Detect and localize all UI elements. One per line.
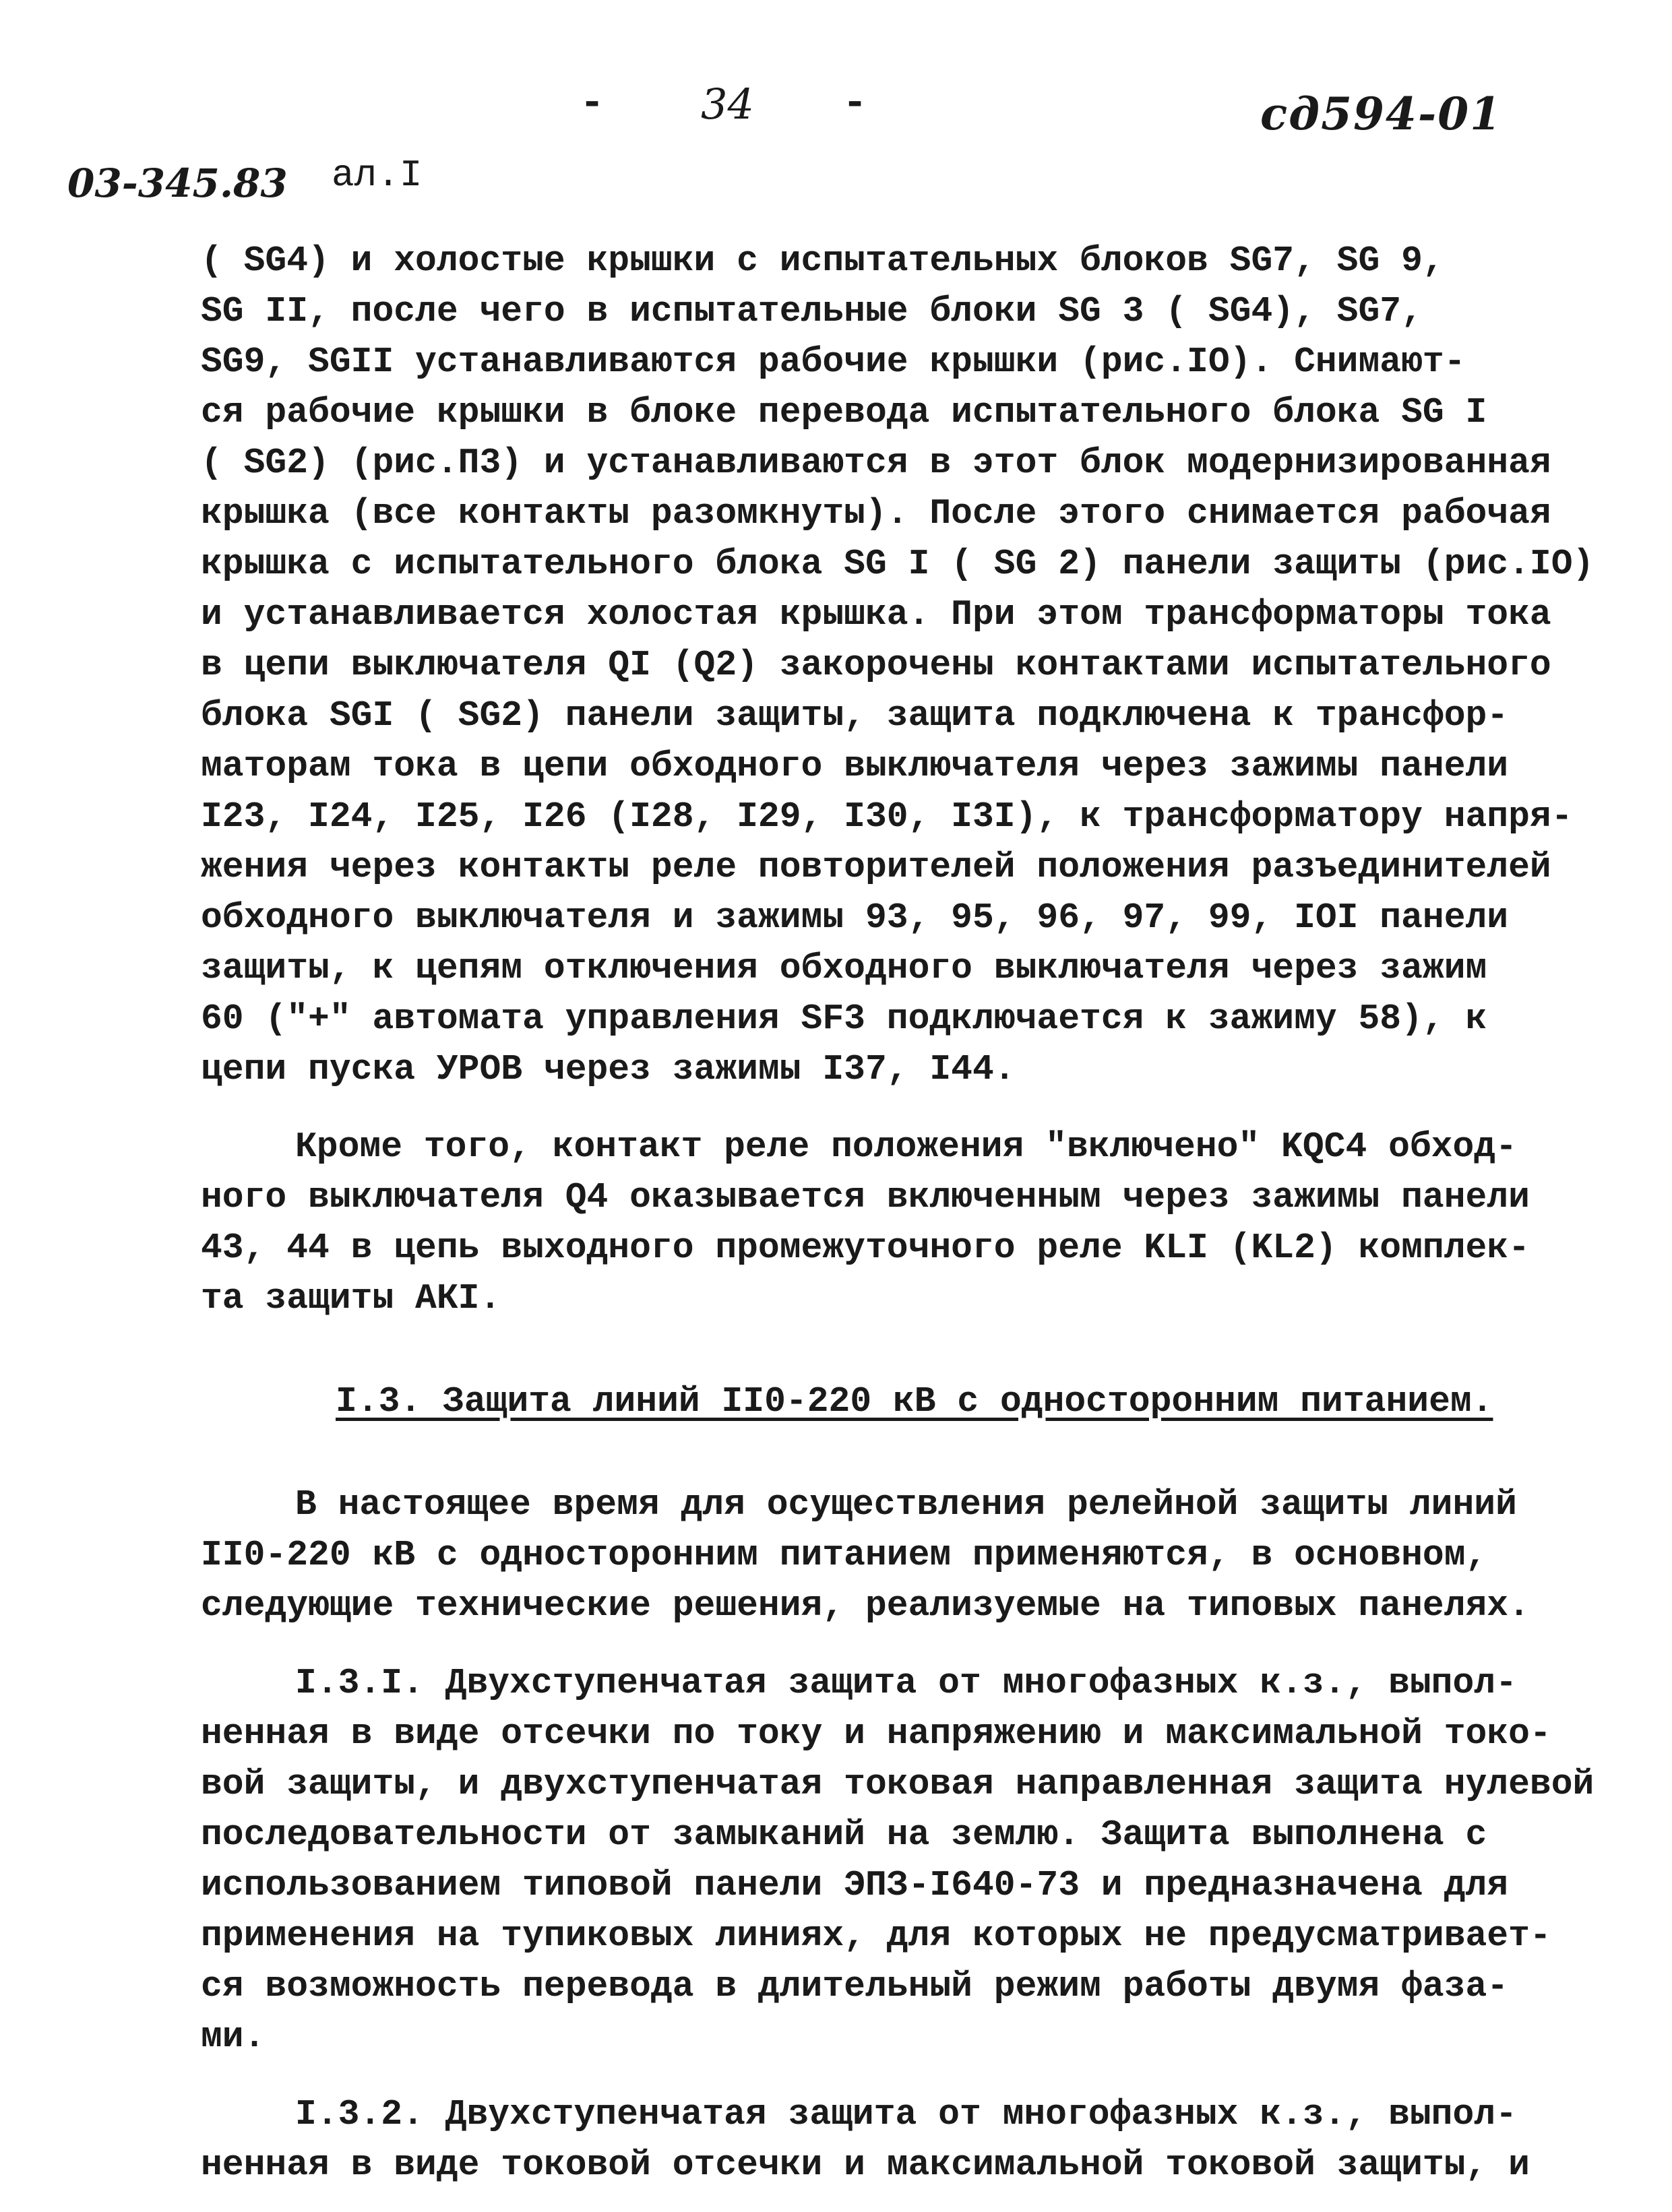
text-line: следующие технические решения, реализуемые на типовых панелях.: [201, 1585, 1530, 1626]
text-line: обходного выключателя и зажимы 93, 95, 96, 97, 99, IOI панели: [201, 897, 1509, 938]
text-line: и устанавливается холостая крышка. При этом трансформаторы тока: [201, 594, 1551, 635]
text-line: та защиты АКI.: [201, 1278, 501, 1319]
text-line: применения на тупиковых линиях, для которых не предусматривает-: [201, 1916, 1551, 1956]
text-line: 60 ("+" автомата управления SF3 подключается к зажиму 58), к: [201, 999, 1487, 1039]
spacer: [201, 1095, 1549, 1122]
text-line: I.3.2. Двухступенчатая защита от многофазных к.з., выпол-: [295, 2094, 1517, 2135]
page-number: 34: [701, 80, 754, 129]
text-line: ся рабочие крышки в блоке перевода испытательного блока SG I: [201, 392, 1487, 433]
spacer: [201, 2062, 1549, 2089]
text-line: II0-220 кВ с односторонним питанием применяются, в основном,: [201, 1535, 1487, 1575]
text-line: В настоящее время для осуществления релейной защиты линий: [295, 1484, 1517, 1525]
text-line: ненная в виде отсечки по току и напряжению и максимальной токо-: [201, 1713, 1551, 1754]
text-line: в цепи выключателя QI (Q2) закорочены контактами испытательного: [201, 645, 1551, 685]
text-line: ного выключателя Q4 оказывается включенным через зажимы панели: [201, 1177, 1530, 1218]
text-line: SG9, SGII устанавливаются рабочие крышки (рис.IO). Снимают-: [201, 342, 1466, 382]
text-line: маторам тока в цепи обходного выключателя через зажимы панели: [201, 746, 1509, 786]
sheet-label: ал.I: [332, 154, 423, 197]
text-line: использованием типовой панели ЭПЗ-I640-73 и предназначена для: [201, 1865, 1509, 1905]
spacer: [201, 1631, 1549, 1658]
text-line: ( SG4) и холостые крышки с испытательных блоков SG7, SG 9,: [201, 241, 1444, 281]
text-line: 43, 44 в цепь выходного промежуточного реле KLI (KL2) комплек-: [201, 1228, 1530, 1268]
spacer: [201, 1427, 1549, 1480]
header-dash-right: -: [842, 80, 868, 127]
text-line: ненная в виде токовой отсечки и максимальной токовой защиты, и: [201, 2145, 1530, 2185]
text-line: блока SGI ( SG2) панели защиты, защита подключена к трансфор-: [201, 695, 1509, 736]
text-line: защиты, к цепям отключения обходного выключателя через зажим: [201, 948, 1487, 988]
paragraph-1-3-1: [201, 1658, 1594, 2062]
document-body: [201, 236, 1594, 2190]
text-line: Кроме того, контакт реле положения "включено" KQC4 обход-: [295, 1127, 1517, 1167]
text-line: ми.: [201, 2017, 266, 2057]
text-line: крышка (все контакты разомкнуты). После этого снимается рабочая: [201, 493, 1551, 534]
paragraph-contact-note: [201, 1122, 1549, 1324]
document-code: сд594-01: [1260, 88, 1503, 140]
text-line: цепи пуска УРОВ через зажимы I37, I44.: [201, 1049, 1016, 1089]
spacer: [201, 1324, 1549, 1377]
text-line: ся возможность перевода в длительный режим работы двумя фаза-: [201, 1966, 1509, 2006]
text-line: ( SG2) (рис.П3) и устанавливаются в этот блок модернизированная: [201, 443, 1551, 483]
text-line: жения через контакты реле повторителей положения разъединителей: [201, 847, 1551, 887]
paragraph-test-block-procedure: [201, 236, 1594, 1095]
text-line: вой защиты, и двухступенчатая токовая направленная защита нулевой: [201, 1764, 1594, 1804]
text-line: I23, I24, I25, I26 (I28, I29, I30, I3I), к трансформатору напря-: [201, 796, 1573, 837]
paragraph-1-3-2: [201, 2089, 1549, 2190]
text-line: I.3.I. Двухступенчатая защита от многофазных к.з., выпол-: [295, 1663, 1517, 1703]
paragraph-intro: [201, 1480, 1549, 1631]
project-code: 03-345.83: [67, 160, 288, 206]
section-heading: I.3. Защита линий II0-220 кВ с односторонним питанием.: [336, 1381, 1493, 1422]
text-line: крышка с испытательного блока SG I ( SG 2) панели защиты (рис.IO): [201, 544, 1594, 584]
text-line: SG II, после чего в испытательные блоки SG 3 ( SG4), SG7,: [201, 291, 1423, 331]
text-line: последовательности от замыканий на землю. Защита выполнена с: [201, 1814, 1487, 1855]
header-dash-left: -: [580, 80, 605, 127]
